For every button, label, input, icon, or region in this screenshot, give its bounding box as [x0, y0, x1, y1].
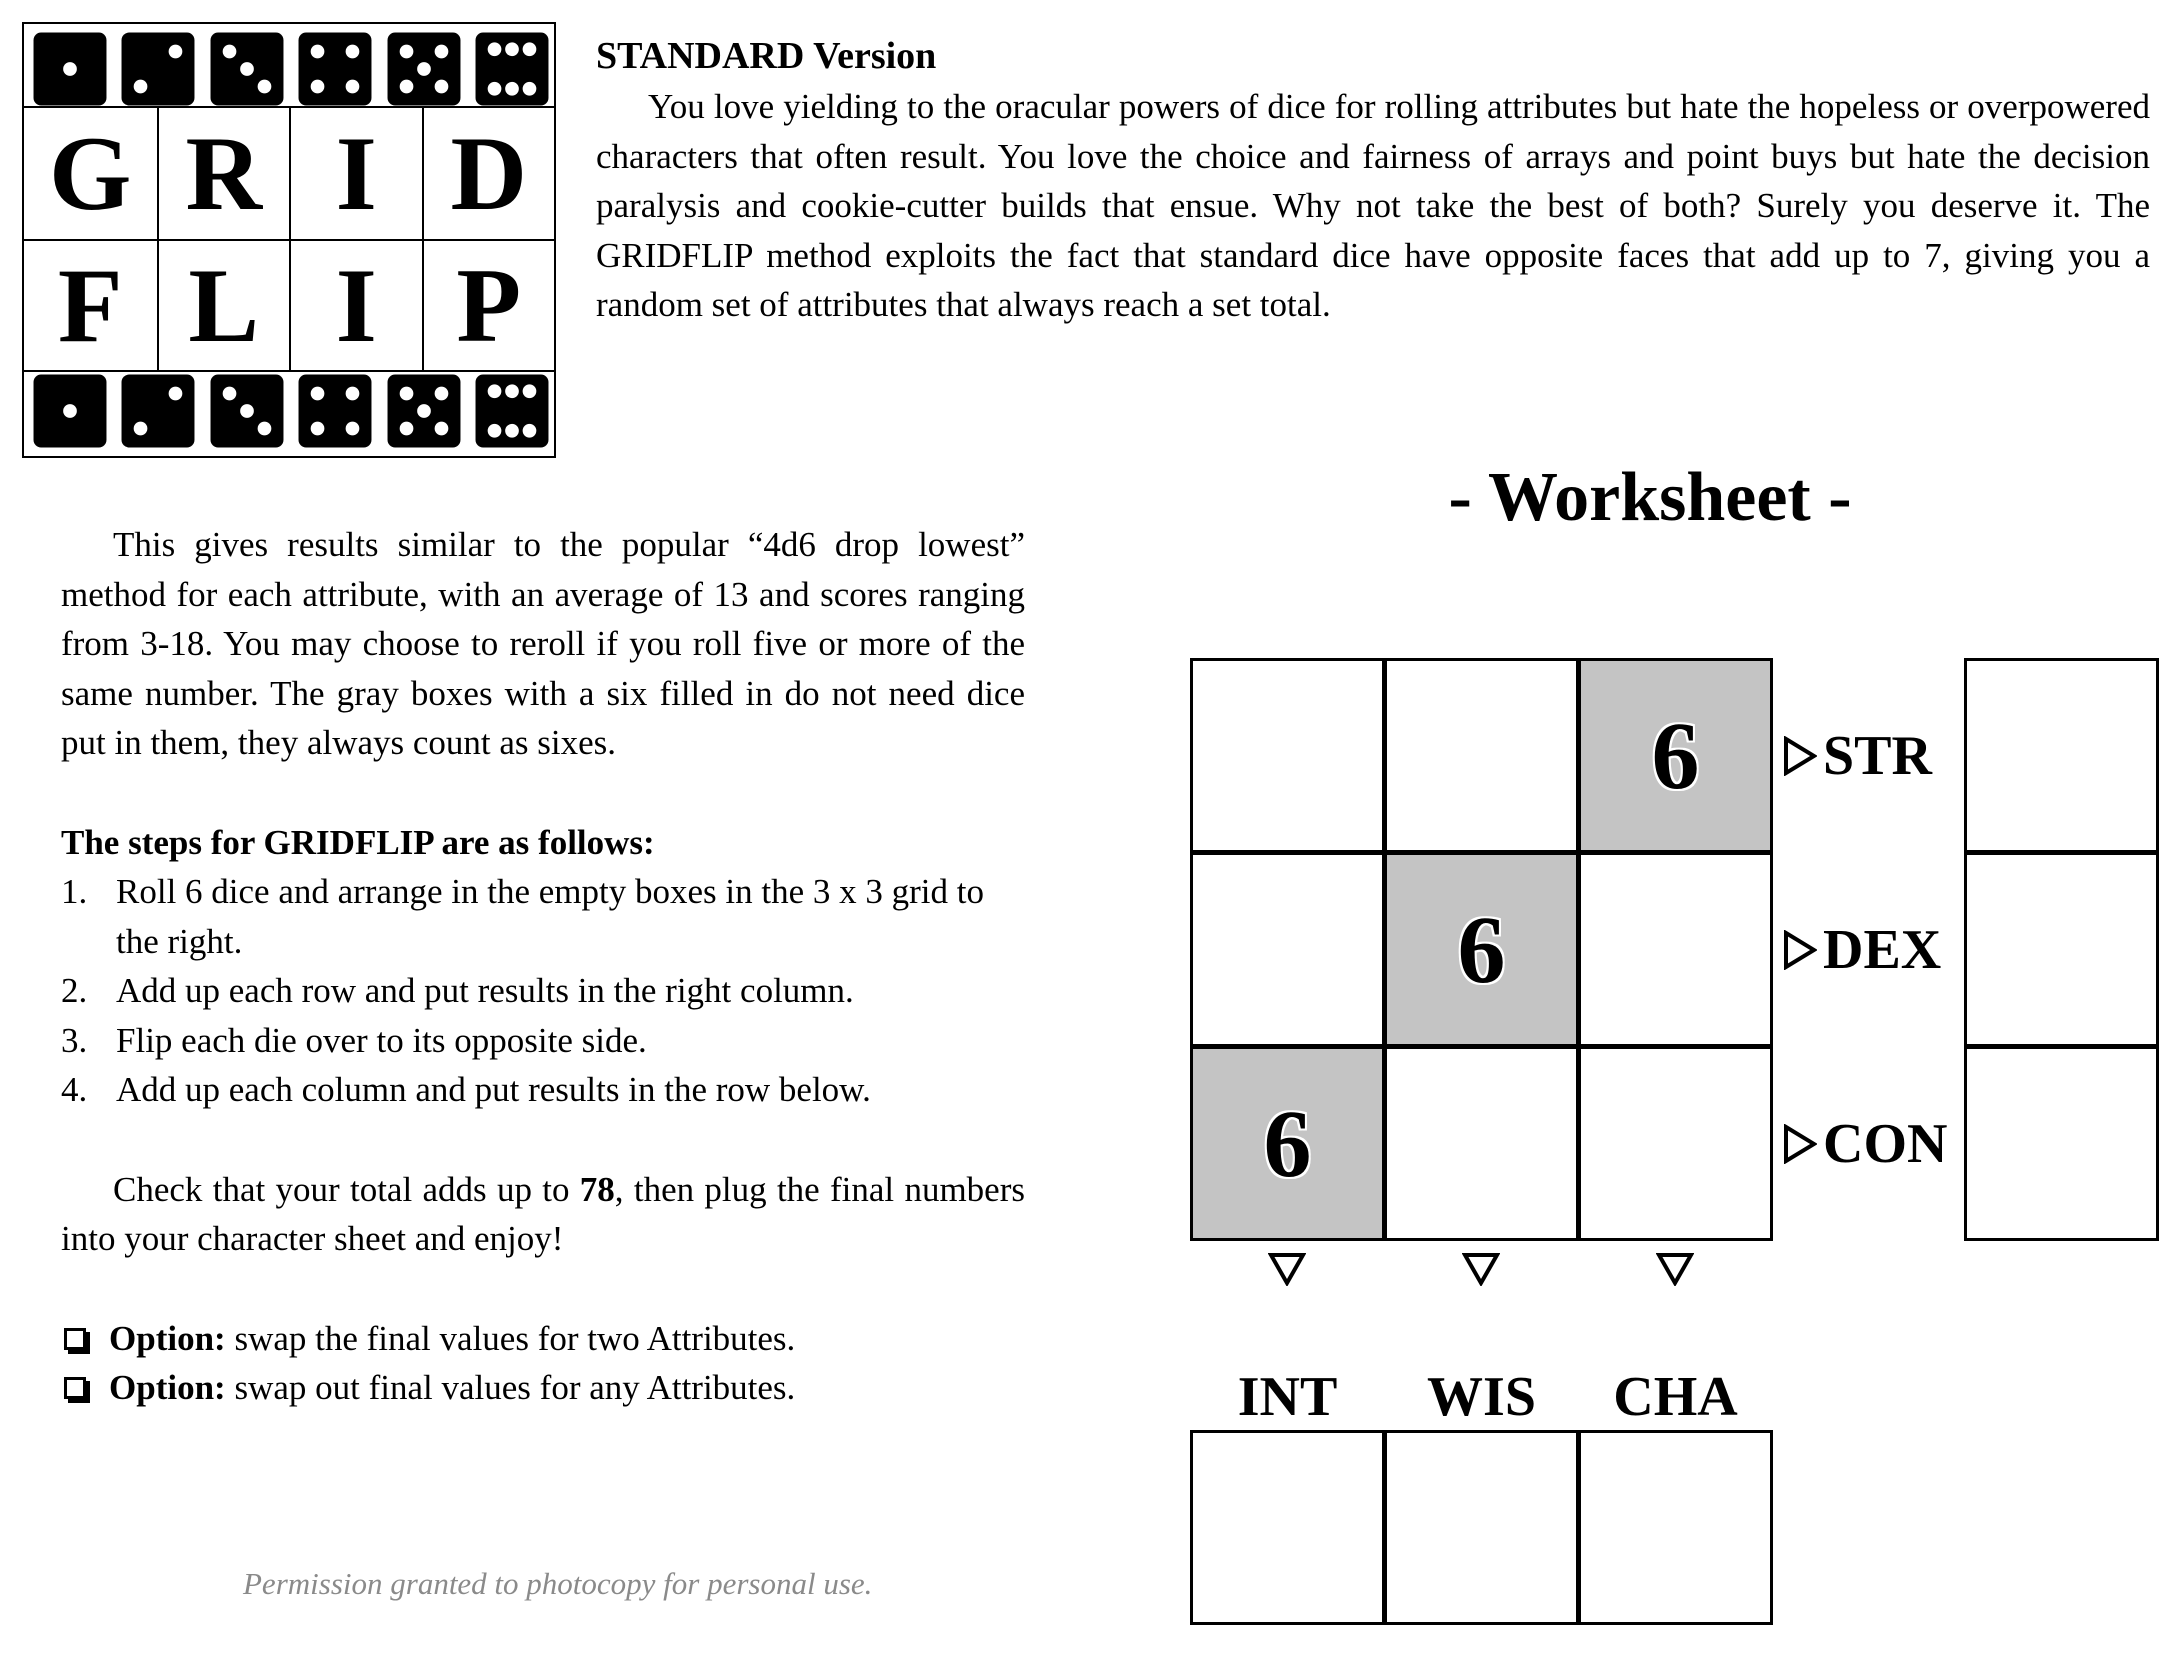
logo-letter: D: [422, 108, 555, 239]
option-label: Option:: [109, 1368, 226, 1407]
check-total: 78: [579, 1169, 615, 1209]
die-face-6-icon: [474, 373, 550, 449]
column-total-box-cha[interactable]: [1578, 1430, 1773, 1625]
down-triangle-icon: [1462, 1252, 1500, 1286]
attribute-label: CON: [1823, 1112, 1948, 1175]
column-total-box-wis[interactable]: [1384, 1430, 1579, 1625]
logo-dice-row-bottom: [32, 373, 550, 449]
step-item: [61, 1016, 1025, 1066]
die-face-3-icon: [209, 31, 285, 107]
die-face-3-icon: [209, 373, 285, 449]
results-paragraph: This gives results similar to the popular “4d6 drop lowest” method for each attribute, with an average of 13 and scores ranging from 3-18. You may choose to reroll if you roll five or more of the same number. The gray boxes with a six filled in do not need dice put in them, they always count as sixes.: [61, 525, 1025, 762]
logo-letter: R: [157, 108, 290, 239]
die-face-6-icon: [474, 31, 550, 107]
logo-letter-grid: [24, 106, 554, 372]
row-total-box-dex[interactable]: [1964, 852, 2159, 1047]
right-triangle-icon: [1783, 930, 1817, 970]
column-total-box-int[interactable]: [1190, 1430, 1385, 1625]
worksheet-title: - Worksheet -: [1448, 459, 1852, 536]
option-item[interactable]: [61, 1314, 1025, 1364]
options-list: [61, 1314, 1025, 1413]
grid-cell[interactable]: [1384, 658, 1579, 853]
down-triangle-icon: [1268, 1252, 1306, 1286]
step-text: Roll 6 dice and arrange in the empty boxes in the 3 x 3 grid to the right.: [116, 872, 984, 961]
step-number: 4.: [61, 1070, 88, 1109]
steps-heading: The steps for GRIDFLIP are as follows:: [61, 822, 655, 862]
option-item[interactable]: [61, 1363, 1025, 1413]
row-total-box-str[interactable]: [1964, 658, 2159, 853]
step-number: 1.: [61, 872, 88, 911]
steps-list: [61, 867, 1025, 1115]
step-item: [61, 867, 1025, 966]
attribute-label: STR: [1823, 724, 1932, 787]
down-triangle-icon: [1656, 1252, 1694, 1286]
column-attribute-cha: CHA: [1613, 1366, 1738, 1428]
option-text: swap out final values for any Attributes.: [225, 1368, 796, 1407]
logo-dice-row-top: [32, 31, 550, 107]
logo-letter: P: [422, 239, 555, 370]
row-attribute-con: [1783, 1046, 1947, 1241]
version-title: STANDARD Version: [596, 35, 937, 77]
logo-letter: I: [289, 239, 422, 370]
grid-cell[interactable]: [1578, 852, 1773, 1047]
die-face-4-icon: [297, 373, 373, 449]
row-total-box-con[interactable]: [1964, 1046, 2159, 1241]
step-text: Add up each column and put results in the row below.: [116, 1070, 871, 1109]
right-triangle-icon: [1783, 1124, 1817, 1164]
grid-cell[interactable]: [1384, 1046, 1579, 1241]
die-face-1-icon: [32, 31, 108, 107]
grid-cell[interactable]: [1190, 658, 1385, 853]
die-face-2-icon: [120, 31, 196, 107]
check-text-after: , then plug the final numbers into your character sheet and enjoy!: [61, 1169, 1025, 1258]
row-attribute-dex: [1783, 852, 1941, 1047]
grid-cell[interactable]: [1578, 1046, 1773, 1241]
die-face-5-icon: [386, 31, 462, 107]
right-triangle-icon: [1783, 736, 1817, 776]
option-label: Option:: [109, 1318, 226, 1358]
die-face-2-icon: [120, 373, 196, 449]
step-number: 3.: [61, 1020, 88, 1060]
step-text: Add up each row and put results in the right column.: [116, 971, 854, 1010]
gridflip-logo: [22, 22, 556, 458]
logo-letter: L: [157, 239, 290, 370]
column-attribute-wis: WIS: [1427, 1366, 1536, 1428]
grid-cell-fixed-six: 6: [1384, 852, 1579, 1047]
grid-cell-fixed-six: 6: [1578, 658, 1773, 853]
check-paragraph: [61, 1165, 1025, 1264]
logo-letter: G: [49, 114, 132, 232]
step-item: [61, 1065, 1025, 1115]
checkbox-icon[interactable]: [64, 1377, 86, 1399]
die-face-5-icon: [386, 373, 462, 449]
intro-section: [596, 34, 2150, 330]
option-text: swap the final values for two Attributes.: [225, 1318, 796, 1358]
row-attribute-str: [1783, 658, 1932, 853]
logo-letter: F: [24, 239, 157, 370]
check-text-before: Check that your total adds up to: [113, 1169, 580, 1209]
column-attribute-int: INT: [1237, 1366, 1338, 1428]
intro-paragraph: You love yielding to the oracular powers of dice for rolling attributes but hate the hopeless or overpowered characters that often result. You love the choice and fairness of arrays and point buys but hate the decision paralysis and cookie-cutter builds that ensue. Why not take the best of both? Surely you deserve it. The GRIDFLIP method exploits the fact that standard dice have opposite faces that add up to 7, giving you a random set of attributes that always reach a set total.: [596, 87, 2150, 324]
checkbox-icon[interactable]: [64, 1328, 86, 1350]
die-face-1-icon: [32, 373, 108, 449]
step-item: [61, 966, 1025, 1016]
attribute-label: DEX: [1823, 918, 1942, 981]
logo-letter: I: [289, 108, 422, 239]
grid-cell-fixed-six: 6: [1190, 1046, 1385, 1241]
step-number: 2.: [61, 971, 88, 1010]
die-face-4-icon: [297, 31, 373, 107]
step-text: Flip each die over to its opposite side.: [116, 1020, 647, 1060]
grid-cell[interactable]: [1190, 852, 1385, 1047]
instructions-section: [61, 520, 1025, 1413]
permission-note: Permission granted to photocopy for personal use.: [243, 1566, 873, 1601]
